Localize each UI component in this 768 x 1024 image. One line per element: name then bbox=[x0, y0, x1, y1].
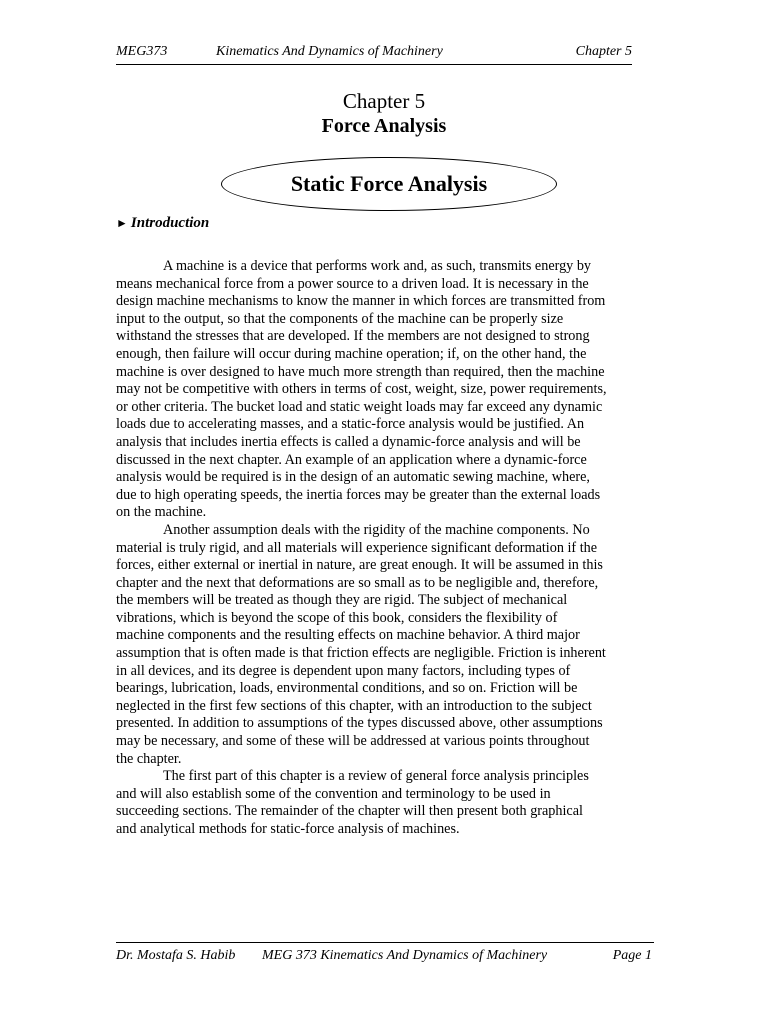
text-line: presented. In addition to assumptions of the types discussed above, other assumptions bbox=[116, 715, 603, 732]
text-line: forces, either external or inertial in nature, are great enough. It will be assumed in this bbox=[116, 557, 603, 574]
text-line: discussed in the next chapter. An example of an application where a dynamic-force bbox=[116, 451, 587, 468]
text-line: the chapter. bbox=[116, 750, 182, 767]
text-line: The first part of this chapter is a review of general force analysis principles bbox=[163, 768, 589, 785]
paragraph bbox=[116, 522, 656, 768]
header-chapter: Chapter 5 bbox=[575, 44, 632, 59]
chapter-number: Chapter 5 bbox=[342, 89, 426, 113]
text-line: input to the output, so that the components of the machine can be properly size bbox=[116, 310, 564, 327]
text-line: on the machine. bbox=[116, 504, 207, 521]
text-line: design machine mechanisms to know the manner in which forces are transmitted from bbox=[116, 293, 606, 310]
section-title: Static Force Analysis bbox=[290, 171, 488, 196]
page-footer bbox=[116, 942, 654, 967]
text-line: due to high operating speeds, the inertia forces may be greater than the external loads bbox=[116, 486, 601, 503]
text-line: in all devices, and its degree is dependent upon many factors, including types of bbox=[116, 662, 571, 679]
text-line: loads due to accelerating masses, and a static-force analysis would be justified. An bbox=[116, 416, 585, 433]
text-line: may be necessary, and some of these will be addressed at various points throughout bbox=[116, 733, 590, 750]
text-line: machine is over designed to have much more strength than required, then the machine bbox=[116, 363, 605, 380]
text-line: analysis that includes inertia effects is called a dynamic-force analysis and will be bbox=[116, 433, 581, 450]
intro-heading bbox=[116, 213, 209, 233]
header-course-code: MEG373 bbox=[116, 44, 168, 59]
text-line: enough, then failure will occur during machine operation; if, on the other hand, the bbox=[116, 345, 587, 362]
text-line: means mechanical force from a power source to a driven load. It is necessary in the bbox=[116, 275, 589, 292]
text-line: analysis would be required is in the design of an automatic sewing machine, where, bbox=[116, 469, 590, 486]
text-line: bearings, lubrication, loads, environmental conditions, and so on. Friction will be bbox=[116, 680, 578, 697]
text-line: withstand the stresses that are developed. If the members are not designed to strong bbox=[116, 328, 590, 345]
text-line: neglected in the first few sections of this chapter, with an introduction to the subject bbox=[116, 697, 592, 714]
text-line: machine components and the resulting effects on machine behavior. A third major bbox=[116, 627, 580, 644]
text-line: and analytical methods for static-force analysis of machines. bbox=[116, 821, 460, 837]
body-text bbox=[116, 258, 656, 839]
footer-page-number: Page 1 bbox=[612, 948, 652, 963]
text-line: A machine is a device that performs work and, as such, transmits energy by bbox=[163, 258, 592, 274]
text-line: succeeding sections. The remainder of the chapter will then present both graphical bbox=[116, 803, 583, 820]
paragraph bbox=[116, 258, 656, 522]
intro-heading-label: Introduction bbox=[130, 215, 210, 231]
text-line: chapter and the next that deformations are so small as to be negligible and, therefore, bbox=[116, 574, 599, 591]
text-line: Another assumption deals with the rigidity of the machine components. No bbox=[163, 521, 590, 538]
text-line: vibrations, which is beyond the scope of this book, considers the flexibility of bbox=[116, 609, 558, 626]
footer-author: Dr. Mostafa S. Habib bbox=[116, 948, 236, 963]
text-line: and will also establish some of the convention and terminology to be used in bbox=[116, 785, 551, 802]
footer-course: MEG 373 Kinematics And Dynamics of Machinery bbox=[262, 948, 548, 963]
text-line: or other criteria. The bucket load and static weight loads may far exceed any dynamic bbox=[116, 398, 603, 415]
chapter-title: Force Analysis bbox=[321, 115, 447, 137]
page-header bbox=[116, 42, 632, 65]
text-line: may not be competitive with others in terms of cost, weight, size, power requirements, bbox=[116, 381, 607, 398]
header-course-title: Kinematics And Dynamics of Machinery bbox=[216, 44, 443, 59]
paragraph bbox=[116, 768, 656, 838]
text-line: assumption that is often made is that friction effects are negligible. Friction is inherent bbox=[116, 645, 606, 662]
text-line: material is truly rigid, and all materials will experience significant deformation if the bbox=[116, 539, 598, 556]
triangle-bullet-icon: ► bbox=[116, 216, 128, 230]
text-line: the members will be treated as though they are rigid. The subject of mechanical bbox=[116, 592, 568, 609]
